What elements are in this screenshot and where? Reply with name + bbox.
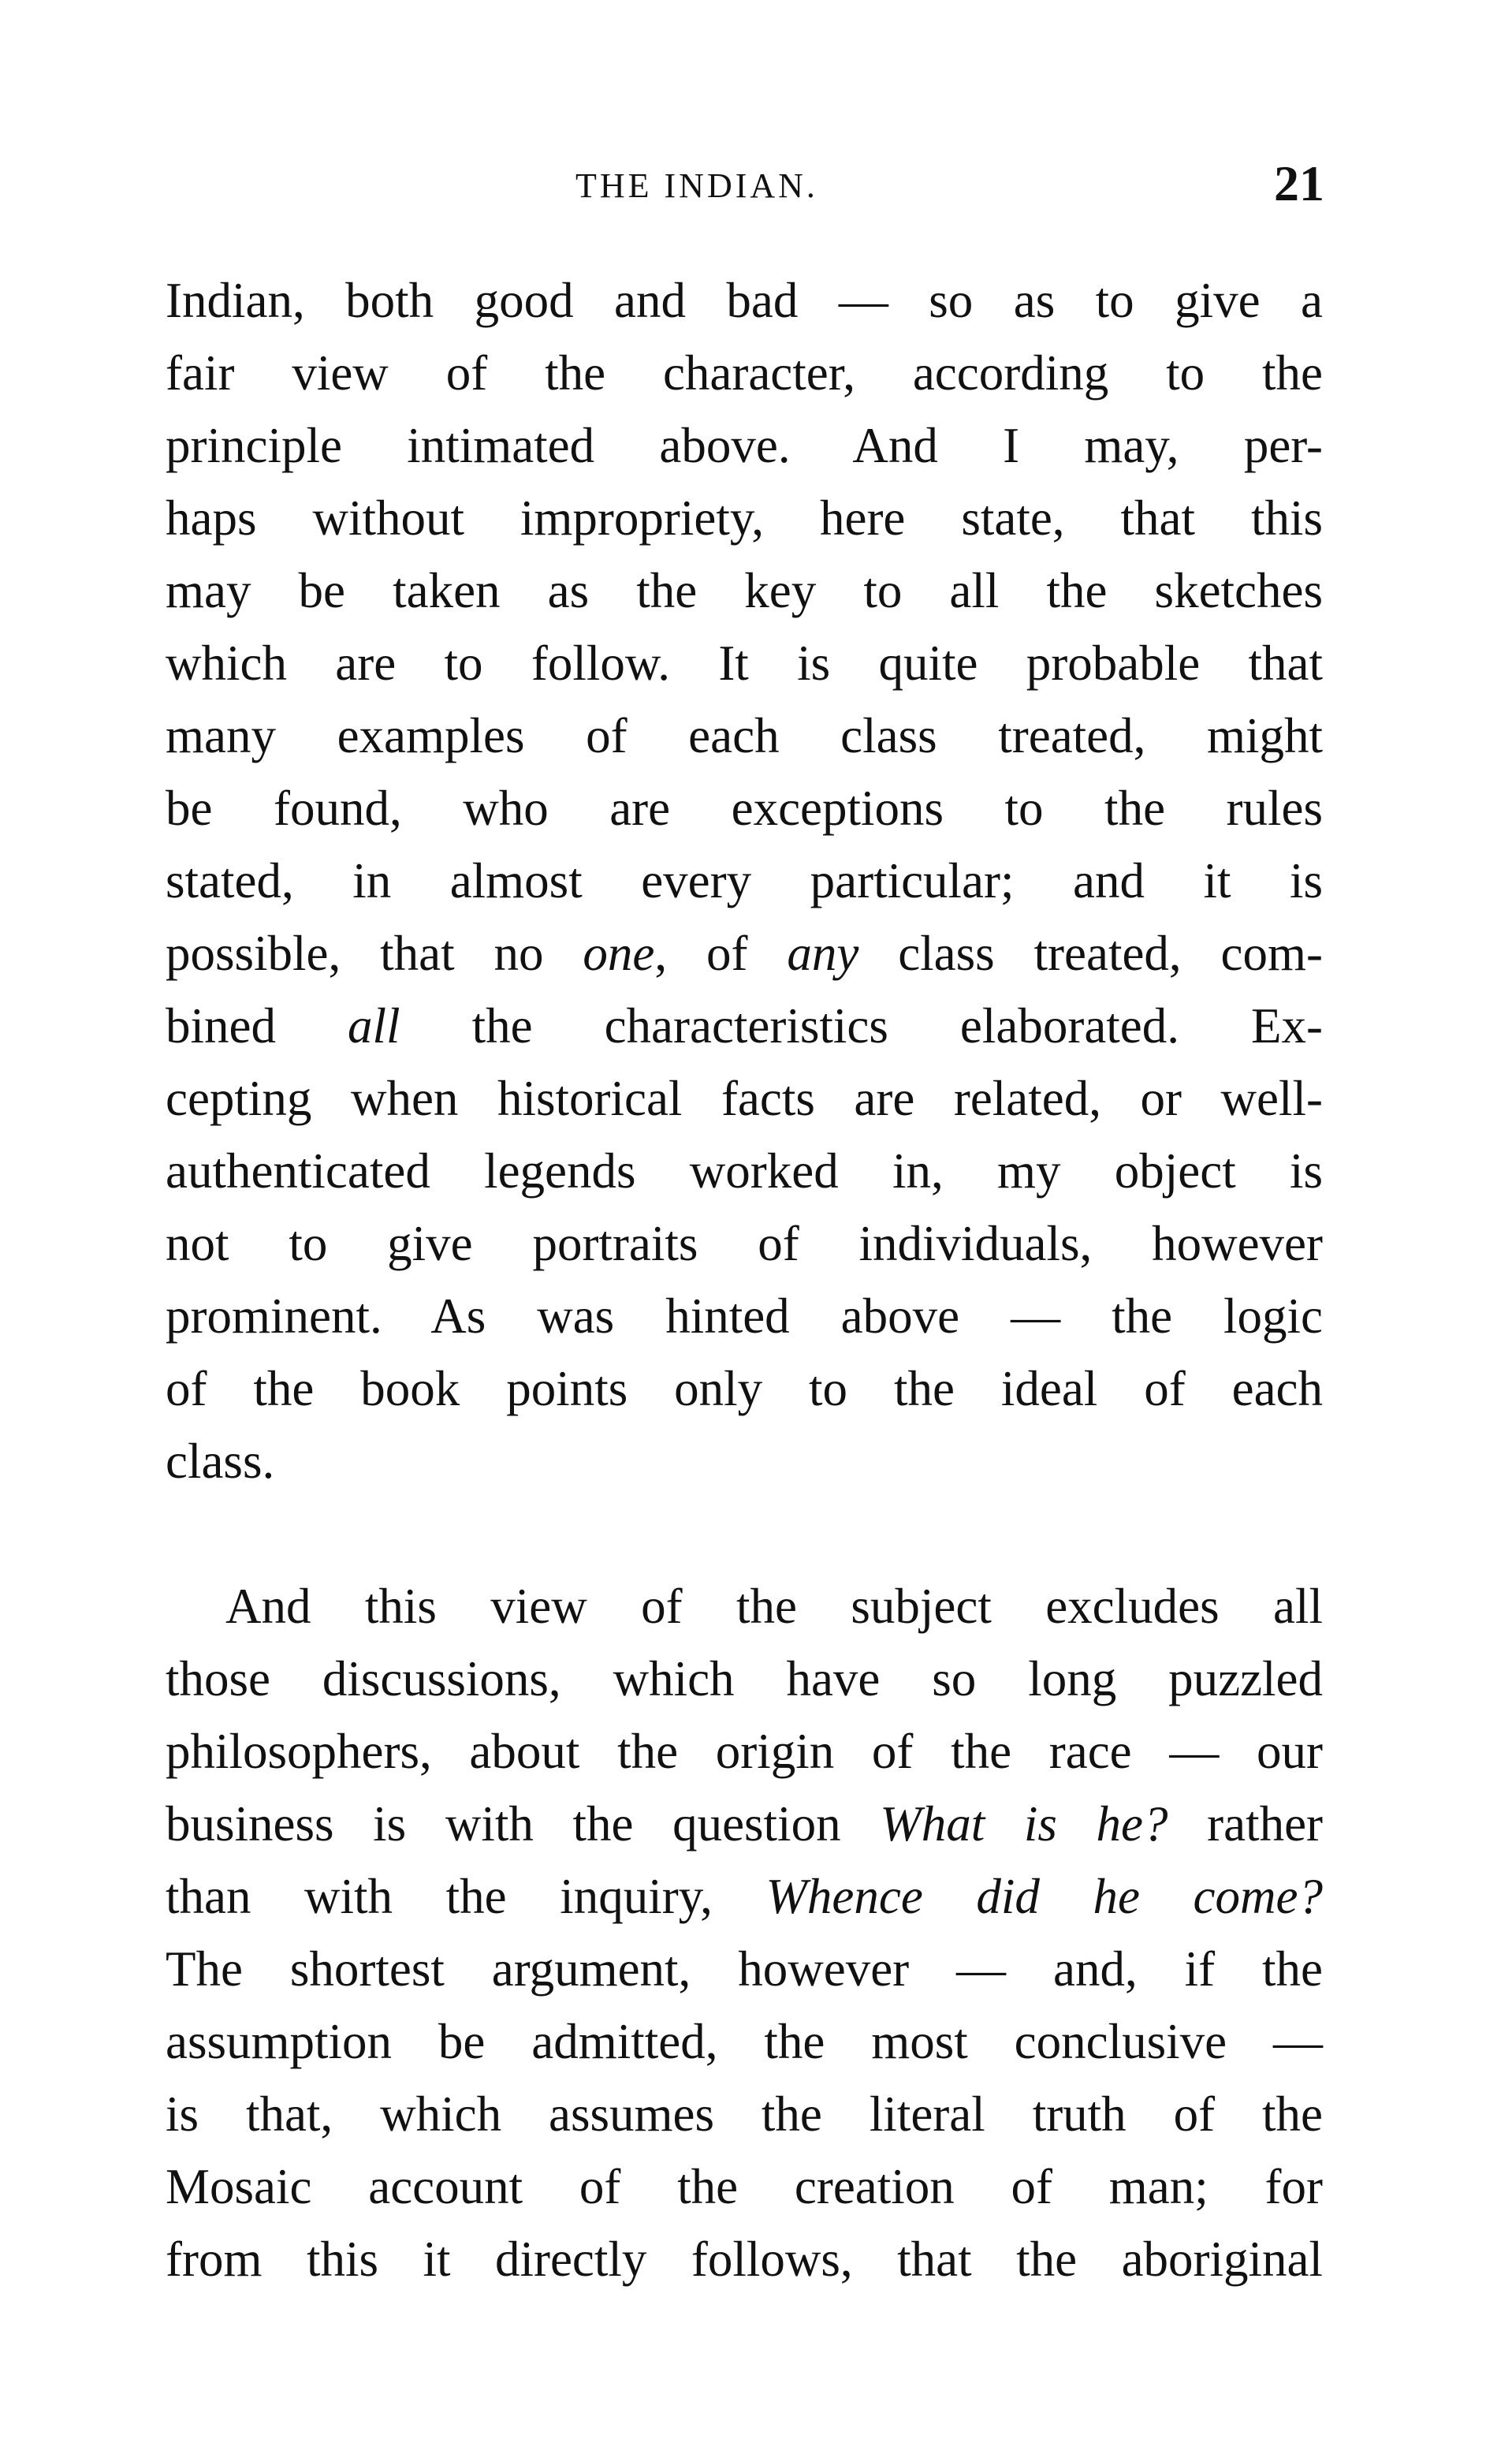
- text-line: [166, 1788, 1323, 1860]
- text-segment: be found, who are exceptions to the rules: [166, 781, 1323, 836]
- text-line: [166, 264, 1323, 337]
- body-text: [166, 264, 1323, 2295]
- text-line: [166, 1715, 1323, 1788]
- text-segment: from this it directly follows, that the aboriginal: [166, 2232, 1323, 2287]
- italic-text-segment: any: [787, 926, 859, 981]
- text-segment: Mosaic account of the creation of man; for: [166, 2159, 1323, 2214]
- text-segment: , of: [654, 926, 788, 981]
- text-segment: is that, which assumes the literal truth of the: [166, 2086, 1323, 2142]
- text-line: [166, 409, 1323, 482]
- text-line: [166, 2150, 1323, 2223]
- text-segment: stated, in almost every particular; and it is: [166, 853, 1323, 908]
- text-line: [166, 917, 1323, 990]
- text-line: [166, 1135, 1323, 1207]
- italic-text-segment: all: [348, 998, 400, 1053]
- text-line: [166, 554, 1323, 627]
- text-line: [166, 2005, 1323, 2078]
- text-line: [166, 627, 1323, 699]
- text-line: [166, 2223, 1323, 2295]
- text-line: [166, 1062, 1323, 1135]
- text-segment: prominent. As was hinted above — the logic: [166, 1288, 1323, 1344]
- text-segment: fair view of the character, according to the: [166, 345, 1323, 401]
- text-segment: may be taken as the key to all the sketches: [166, 563, 1323, 618]
- text-line: [166, 1280, 1323, 1352]
- text-line: [166, 1570, 1323, 1643]
- text-segment: cepting when historical facts are related, or well-: [166, 1071, 1323, 1126]
- text-segment: principle intimated above. And I may, per-: [166, 418, 1323, 473]
- text-segment: those discussions, which have so long puzzled: [166, 1651, 1323, 1706]
- text-line: [166, 1352, 1323, 1425]
- paragraph-gap: [166, 1497, 1323, 1570]
- running-head: [166, 155, 1324, 218]
- text-line: [166, 1425, 1323, 1497]
- text-segment: class treated, com-: [858, 926, 1323, 981]
- text-segment: the characteristics elaborated. Ex-: [400, 998, 1324, 1053]
- text-segment: business is with the question: [166, 1796, 881, 1851]
- italic-text-segment: Whence did he come?: [765, 1869, 1323, 1924]
- text-line: [166, 1207, 1323, 1280]
- text-segment: authenticated legends worked in, my object is: [166, 1143, 1323, 1199]
- text-line: [166, 990, 1323, 1062]
- text-segment: which are to follow. It is quite probable that: [166, 636, 1323, 691]
- italic-text-segment: What is he?: [880, 1796, 1168, 1851]
- text-line: [166, 337, 1323, 409]
- text-segment: of the book points only to the ideal of each: [166, 1361, 1323, 1416]
- text-line: [166, 772, 1323, 845]
- text-segment: rather: [1168, 1796, 1324, 1851]
- text-segment: Indian, both good and bad — so as to give a: [166, 273, 1323, 328]
- text-segment: haps without impropriety, here state, that this: [166, 490, 1323, 546]
- text-segment: philosophers, about the origin of the race — our: [166, 1724, 1323, 1779]
- text-segment: than with the inquiry,: [166, 1869, 766, 1924]
- text-segment: assumption be admitted, the most conclusive —: [166, 2014, 1323, 2069]
- text-line: [166, 699, 1323, 772]
- text-segment: class.: [166, 1434, 275, 1489]
- text-segment: possible, that no: [166, 926, 583, 981]
- italic-text-segment: one: [583, 926, 655, 981]
- page-number: 21: [1274, 155, 1324, 211]
- text-segment: The shortest argument, however — and, if the: [166, 1941, 1323, 1997]
- text-line: [166, 1933, 1323, 2005]
- text-segment: not to give portraits of individuals, however: [166, 1216, 1323, 1271]
- text-line: [166, 1643, 1323, 1715]
- text-segment: And this view of the subject excludes all: [225, 1579, 1323, 1634]
- text-segment: many examples of each class treated, might: [166, 708, 1323, 763]
- text-line: [166, 845, 1323, 917]
- text-segment: bined: [166, 998, 348, 1053]
- text-line: [166, 2078, 1323, 2150]
- text-line: [166, 1860, 1323, 1933]
- running-title: THE INDIAN.: [575, 166, 818, 205]
- text-line: [166, 482, 1323, 554]
